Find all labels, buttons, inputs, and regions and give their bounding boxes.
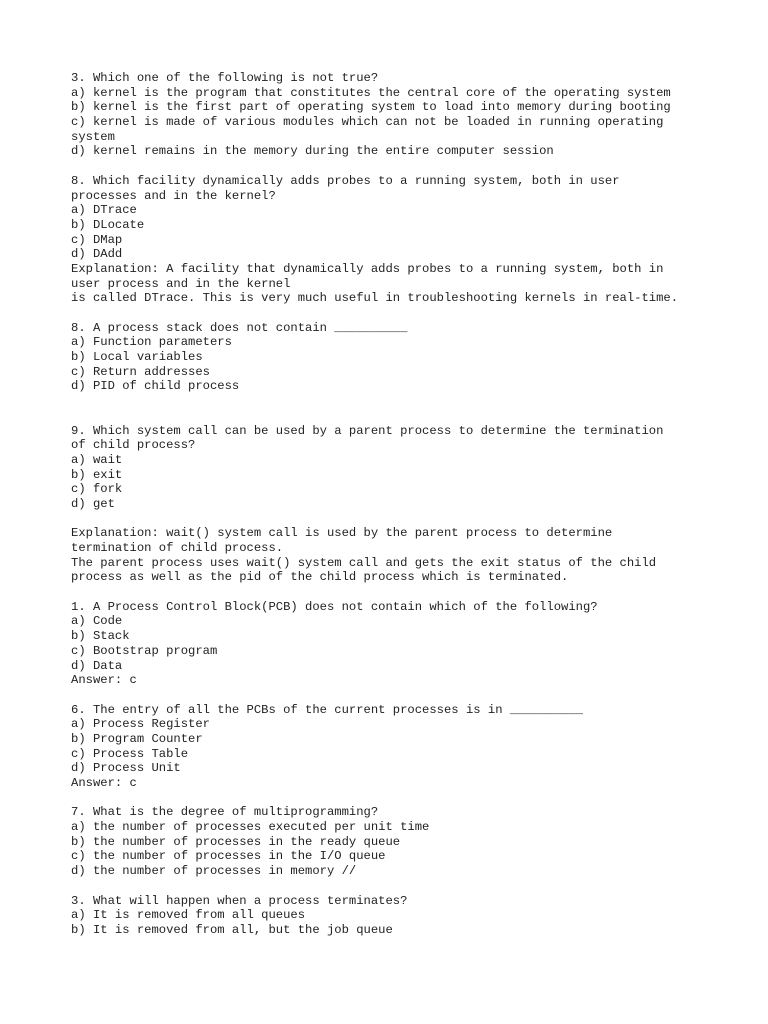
blank-line	[71, 688, 751, 703]
text-line: b) It is removed from all, but the job queue	[71, 922, 393, 937]
text-line: of child process?	[71, 438, 196, 453]
text-line: c) DMap	[71, 232, 123, 247]
text-line: Answer: c	[71, 776, 137, 790]
text-line: 3. What will happen when a process terminates?	[71, 893, 408, 908]
text-line: process as well as the pid of the child process which is terminated.	[71, 570, 569, 585]
text-line: 1. A Process Control Block(PCB) does not contain which of the following?	[71, 599, 598, 614]
text-line: 3. Which one of the following is not true?	[71, 71, 379, 85]
text-line: c) kernel is made of various modules which can not be loaded in running operating	[71, 115, 664, 130]
text-line: The parent process uses wait() system call and gets the exit status of the child	[71, 555, 657, 570]
text-line: a) Process Register	[71, 717, 210, 732]
text-line: d) DAdd	[71, 247, 123, 262]
document-page	[71, 71, 751, 938]
text-line: a) the number of processes executed per unit time	[71, 820, 430, 835]
text-line: 6. The entry of all the PCBs of the current processes is in __________	[71, 702, 583, 717]
text-line: Explanation: A facility that dynamically adds probes to a running system, both in	[71, 261, 664, 276]
text-line: a) wait	[71, 452, 123, 467]
text-line: b) exit	[71, 467, 123, 482]
blank-line	[71, 409, 751, 424]
text-line: 8. A process stack does not contain __________	[71, 320, 408, 335]
text-line: c) Bootstrap program	[71, 643, 218, 658]
text-line: b) kernel is the first part of operating system to load into memory during booting	[71, 100, 671, 115]
text-line: d) PID of child process	[71, 379, 240, 394]
text-line: Explanation: wait() system call is used by the parent process to determine	[71, 526, 613, 541]
text-line: 7. What is the degree of multiprogramming?	[71, 805, 379, 820]
blank-line	[71, 879, 751, 894]
text-line: 9. Which system call can be used by a parent process to determine the termination	[71, 423, 664, 438]
blank-line	[71, 394, 751, 409]
text-line: c) fork	[71, 482, 123, 497]
blank-line	[71, 791, 751, 806]
text-line: Answer: c	[71, 673, 137, 688]
text-line: b) Stack	[71, 629, 130, 644]
text-line: a) kernel is the program that constitutes the central core of the operating system	[71, 85, 671, 100]
text-line: a) Function parameters	[71, 335, 232, 350]
text-line: d) the number of processes in memory //	[71, 864, 357, 879]
text-line: b) Local variables	[71, 350, 203, 365]
text-line: b) Program Counter	[71, 731, 203, 746]
text-line: c) Return addresses	[71, 364, 210, 379]
text-line: c) Process Table	[71, 746, 189, 761]
text-line: d) Process Unit	[71, 761, 181, 776]
text-line: d) kernel remains in the memory during the entire computer session	[71, 144, 554, 159]
text-line: c) the number of processes in the I/O queue	[71, 849, 386, 864]
blank-line	[71, 159, 751, 174]
text-line: a) Code	[71, 614, 123, 629]
blank-line	[71, 512, 751, 527]
text-line: b) DLocate	[71, 217, 145, 232]
text-line: termination of child process.	[71, 541, 284, 555]
blank-line	[71, 306, 751, 321]
text-line: a) It is removed from all queues	[71, 908, 306, 923]
text-line: d) get	[71, 496, 115, 511]
text-line: d) Data	[71, 658, 123, 673]
text-line: is called DTrace. This is very much useful in troubleshooting kernels in real-time.	[71, 291, 679, 306]
blank-line	[71, 585, 751, 600]
text-line: user process and in the kernel	[71, 276, 291, 291]
text-line: 8. Which facility dynamically adds probes to a running system, both in user	[71, 173, 620, 188]
text-line: b) the number of processes in the ready queue	[71, 834, 401, 849]
text-line: a) DTrace	[71, 203, 137, 218]
text-line: processes and in the kernel?	[71, 188, 276, 203]
text-line: system	[71, 129, 115, 144]
